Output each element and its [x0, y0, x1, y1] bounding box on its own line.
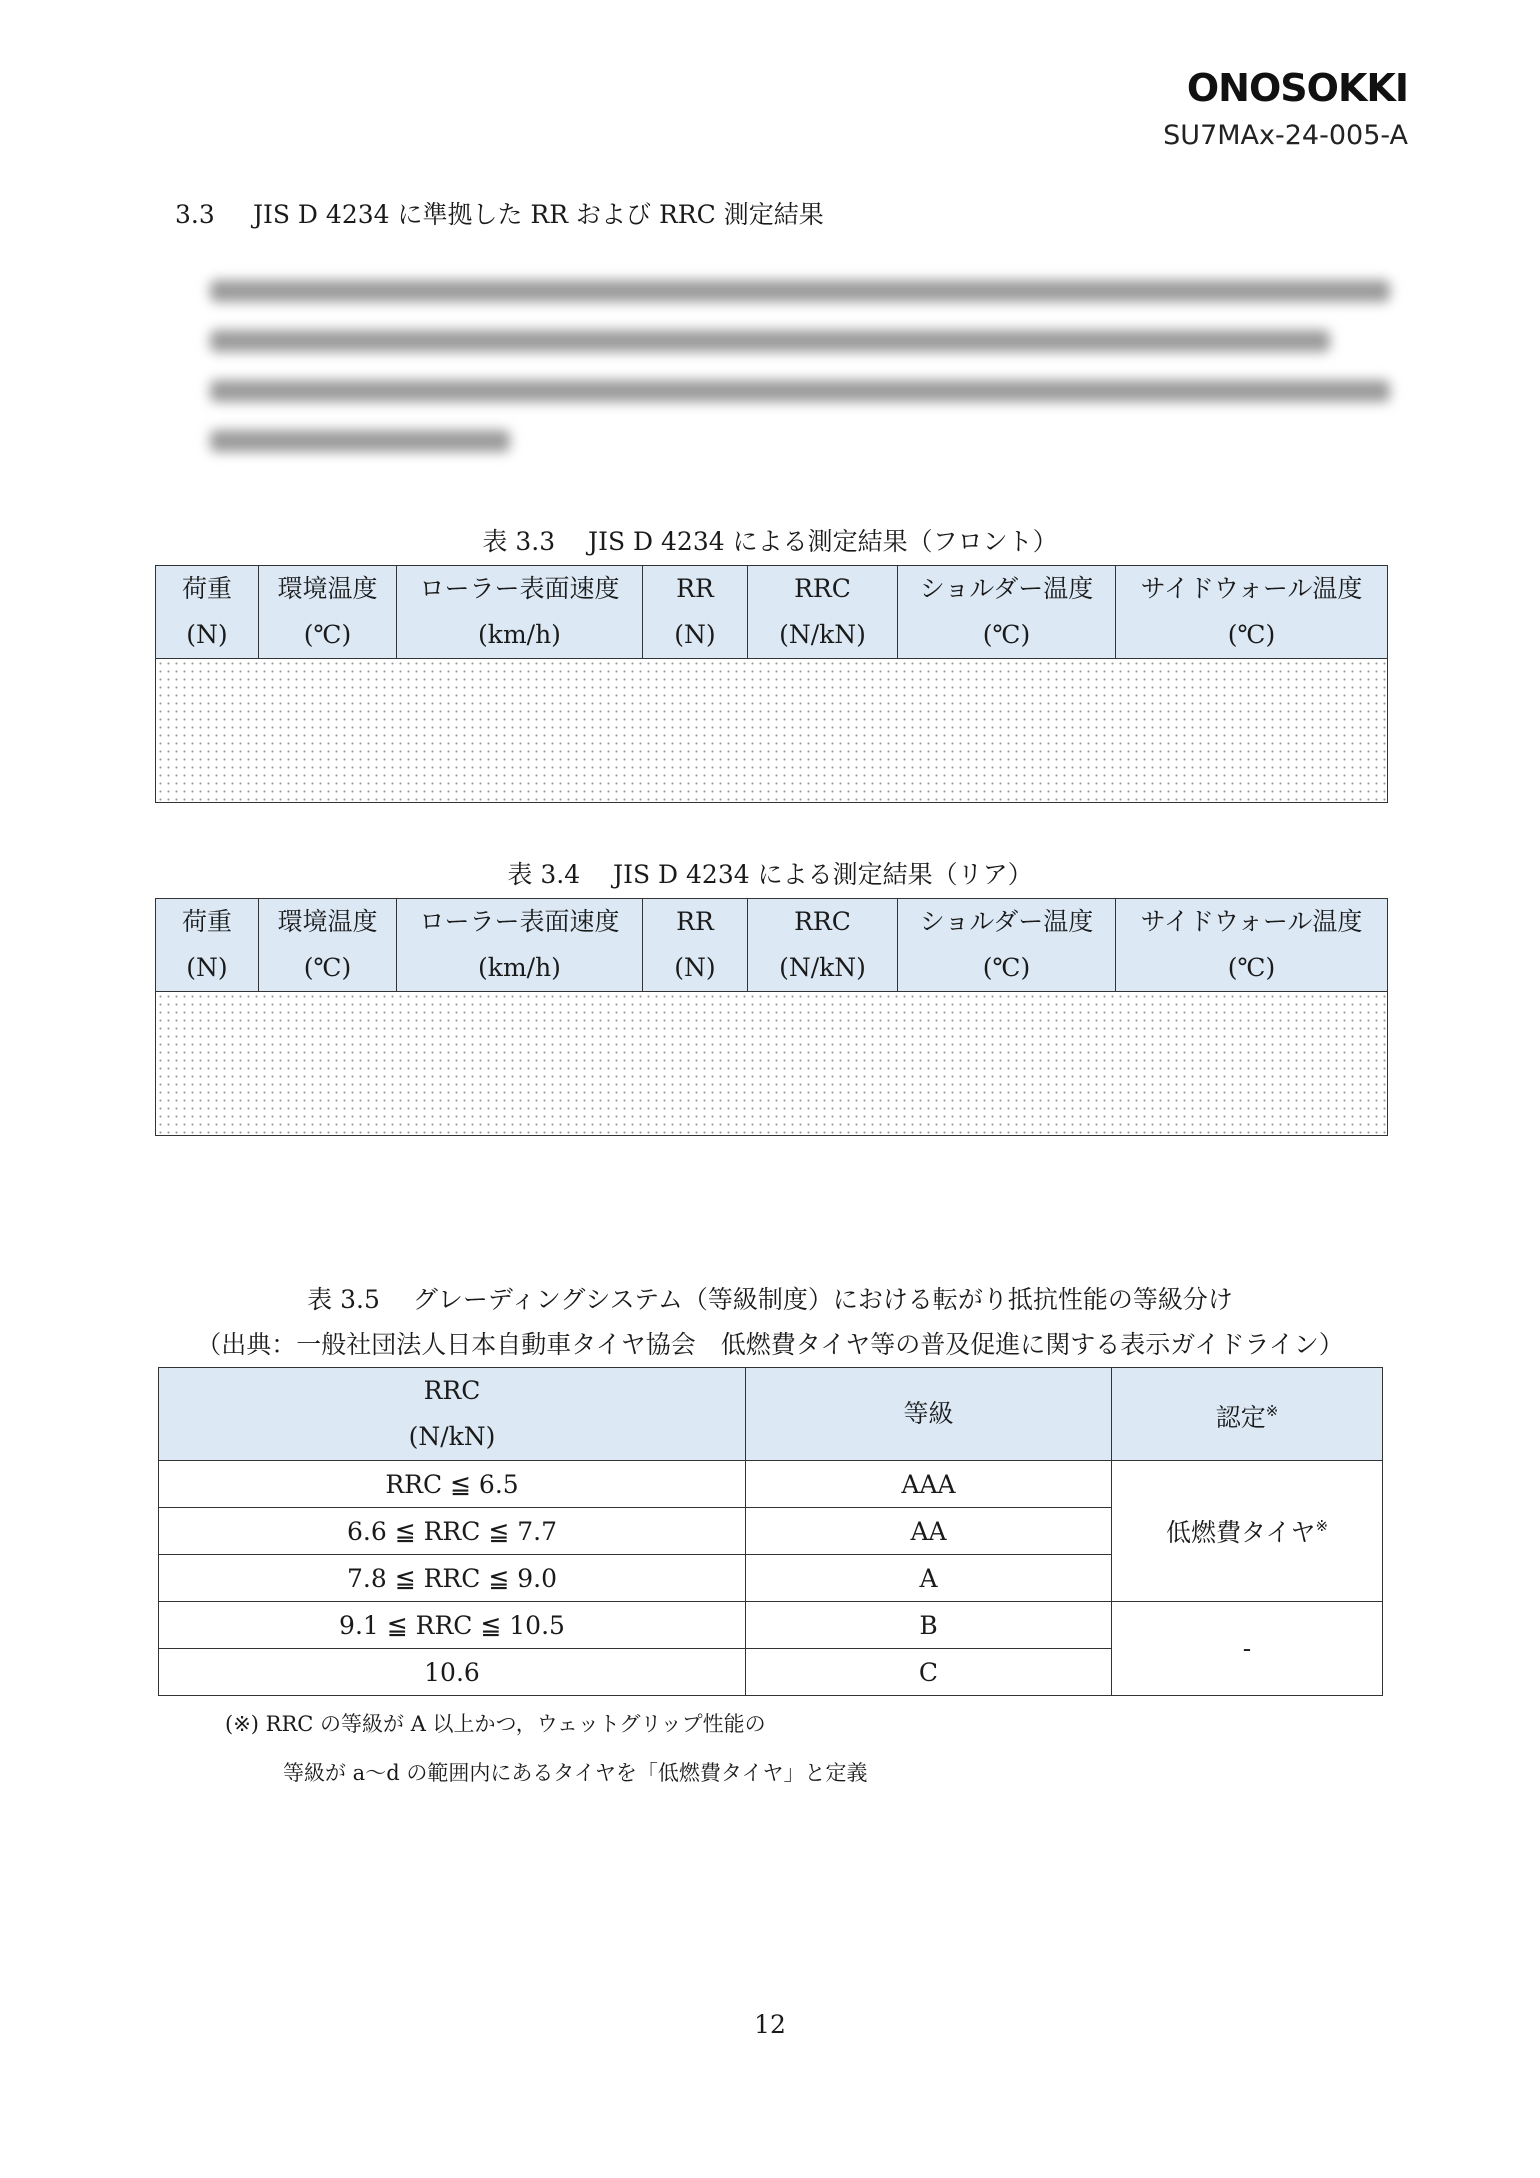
page-number: 12: [754, 2010, 786, 2039]
document-number: SU7MAx-24-005-A: [1163, 120, 1408, 151]
grade-value: C: [746, 1649, 1112, 1696]
company-logo: ONOSOKKI: [1186, 66, 1408, 110]
section-heading: [175, 195, 824, 231]
grade-value: AAA: [746, 1461, 1112, 1508]
section-number: 3.3: [175, 200, 215, 229]
grade-range: 9.1 ≦ RRC ≦ 10.5: [159, 1602, 746, 1649]
blurred-line: [210, 430, 510, 452]
blurred-paragraph: [210, 280, 1390, 480]
blurred-line: [210, 380, 1390, 402]
table-rear-header-rrc: RRC (N/kN): [748, 899, 898, 992]
table-rear-redacted-body: [156, 992, 1388, 1136]
table-rear-header-shoulder-temp: ショルダー温度 (℃): [898, 899, 1116, 992]
table-rear-header-roller-speed: ローラー表面速度 (km/h): [397, 899, 643, 992]
table-rear-header-ambient-temp: 環境温度 (℃): [259, 899, 397, 992]
table-front-header-rrc: RRC (N/kN): [748, 566, 898, 659]
table-front-header-sidewall-temp: サイドウォール温度 (℃): [1116, 566, 1388, 659]
table-grade-header-grade: 等級: [746, 1368, 1112, 1461]
grade-range: 6.6 ≦ RRC ≦ 7.7: [159, 1508, 746, 1555]
table-row: [159, 1461, 1383, 1508]
table-grade-header-rrc: RRC (N/kN): [159, 1368, 746, 1461]
grade-value: B: [746, 1602, 1112, 1649]
table-rear-caption: 表 3.4 JIS D 4234 による測定結果（リア）: [507, 860, 1033, 889]
section-title: JIS D 4234 に準拠した RR および RRC 測定結果: [252, 200, 824, 229]
note-line-1: (※) RRC の等級が A 以上かつ，ウェットグリップ性能の: [225, 1712, 766, 1736]
table-grade-caption: 表 3.5 グレーディングシステム（等級制度）における転がり抵抗性能の等級分け: [307, 1285, 1233, 1314]
table-grade-source: （出典：一般社団法人日本自動車タイヤ協会 低燃費タイヤ等の普及促進に関する表示ガイドライン）: [196, 1330, 1344, 1359]
table-rear-header-sidewall-temp: サイドウォール温度 (℃): [1116, 899, 1388, 992]
table-front: [155, 565, 1388, 803]
grade-value: A: [746, 1555, 1112, 1602]
blurred-line: [210, 280, 1390, 302]
cert-none: -: [1112, 1602, 1383, 1696]
table-row: [159, 1602, 1383, 1649]
table-front-header-roller-speed: ローラー表面速度 (km/h): [397, 566, 643, 659]
table-front-caption: 表 3.3 JIS D 4234 による測定結果（フロント）: [482, 527, 1058, 556]
table-front-header-shoulder-temp: ショルダー温度 (℃): [898, 566, 1116, 659]
table-rear: [155, 898, 1388, 1136]
table-front-header-ambient-temp: 環境温度 (℃): [259, 566, 397, 659]
blurred-line: [210, 330, 1330, 352]
table-front-redacted-body: [156, 659, 1388, 803]
table-front-header-load: 荷重 (N): [156, 566, 259, 659]
table-rear-header-load: 荷重 (N): [156, 899, 259, 992]
cert-low-fuel: 低燃費タイヤ※: [1112, 1461, 1383, 1602]
grade-range: RRC ≦ 6.5: [159, 1461, 746, 1508]
note-line-2: 等級が a～d の範囲内にあるタイヤを「低燃費タイヤ」と定義: [283, 1761, 868, 1785]
table-grade-header-cert: 認定※: [1112, 1368, 1383, 1461]
grade-range: 10.6: [159, 1649, 746, 1696]
grade-value: AA: [746, 1508, 1112, 1555]
table-grade: [158, 1367, 1383, 1696]
table-front-header-rr: RR (N): [643, 566, 748, 659]
grade-range: 7.8 ≦ RRC ≦ 9.0: [159, 1555, 746, 1602]
table-rear-header-rr: RR (N): [643, 899, 748, 992]
